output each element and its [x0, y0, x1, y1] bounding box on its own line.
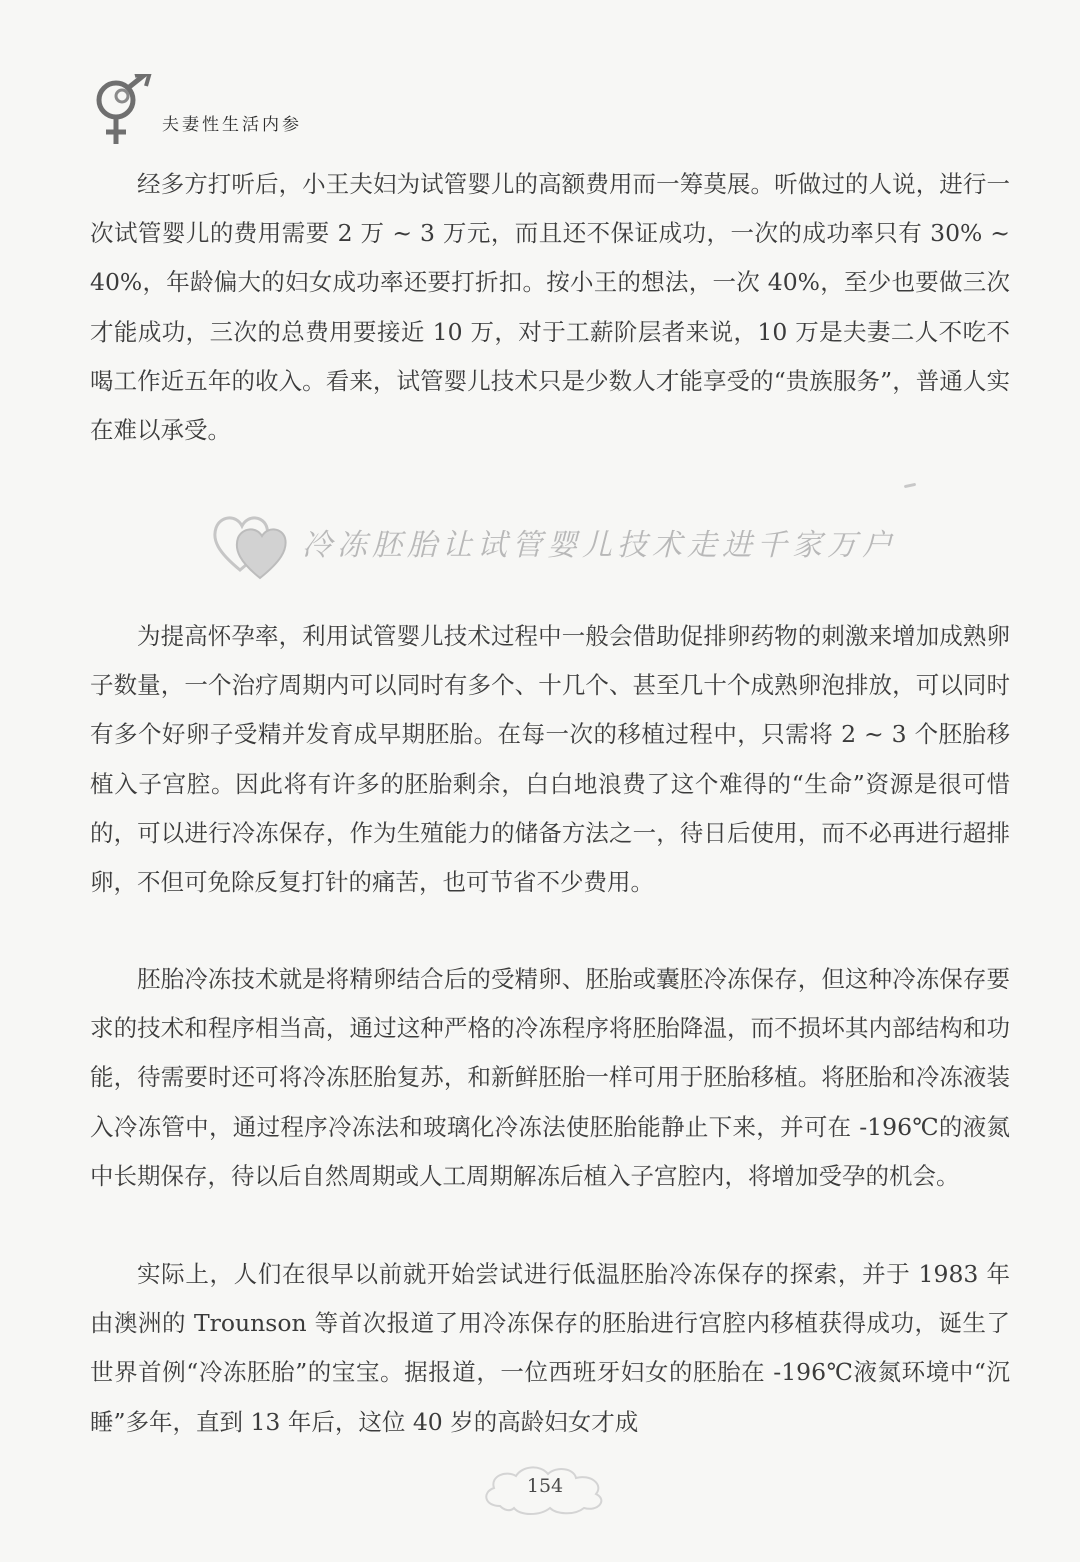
body-paragraph: 经多方打听后，小王夫妇为试管婴儿的高额费用而一筹莫展。听做过的人说，进行一次试管婴儿的费用需要 2 万 ~ 3 万元，而且还不保证成功，一次的成功率只有 30% ~ 40%，年龄偏大的妇女成功率还要打折扣。按小王的想法，一次 40%，至少也要做三次才能成功，三次的总费用要接近 10 万，对于工薪阶层者来说，10 万是夫妻二人不吃不喝工作近五年的收入。看来，试管婴儿技术只是少数人才能享受的“贵族服务”，普通人实在难以承受。: [90, 170, 1010, 445]
page-footer: [470, 1462, 620, 1518]
running-head: [88, 74, 388, 154]
body-paragraph: 胚胎冷冻技术就是将精卵结合后的受精卵、胚胎或囊胚冷冻保存，但这种冷冻保存要求的技术和程序相当高，通过这种严格的冷冻程序将胚胎降温，而不损坏其内部结构和功能，待需要时还可将冷冻胚胎复苏，和新鲜胚胎一样可用于胚胎移植。将胚胎和冷冻液装入冷冻管中，通过程序冷冻法和玻璃化冷冻法使胚胎能静止下来，并可在 -196℃的液氮中长期保存，待以后自然周期或人工周期解冻后植入子宫腔内，将增加受孕的机会。: [90, 965, 1010, 1190]
section-heading: [210, 498, 910, 598]
body-paragraph: 为提高怀孕率，利用试管婴儿技术过程中一般会借助促排卵药物的刺激来增加成熟卵子数量，一个治疗周期内可以同时有多个、十几个、甚至几十个成熟卵泡排放，可以同时有多个好卵子受精并发育成早期胚胎。在每一次的移植过程中，只需将 2 ~ 3 个胚胎移植入子宫腔。因此将有许多的胚胎剩余，白白地浪费了这个难得的“生命”资源是很可惜的，可以进行冷冻保存，作为生殖能力的储备方法之一，待日后使用，而不必再进行超排卵，不但可免除反复打针的痛苦，也可节省不少费用。: [90, 622, 1010, 897]
body-paragraph: 实际上，人们在很早以前就开始尝试进行低温胚胎冷冻保存的探索，并于 1983 年由澳洲的 Trounson 等首次报道了用冷冻保存的胚胎进行宫腔内移植获得成功，诞生了世界首例“冷冻胚胎”的宝宝。据报道，一位西班牙妇女的胚胎在 -196℃液氮环境中“沉睡”多年，直到 13 年后，这位 40 岁的高龄妇女才成: [90, 1260, 1010, 1436]
hearts-icon: [210, 500, 296, 584]
section-title: 冷冻胚胎让试管婴儿技术走进千家万户: [302, 528, 897, 563]
gender-symbols-icon: [88, 74, 158, 150]
page-number: 154: [526, 1475, 564, 1497]
book-title: 夫妻性生活内参: [162, 115, 302, 135]
scan-speck: [904, 483, 916, 488]
